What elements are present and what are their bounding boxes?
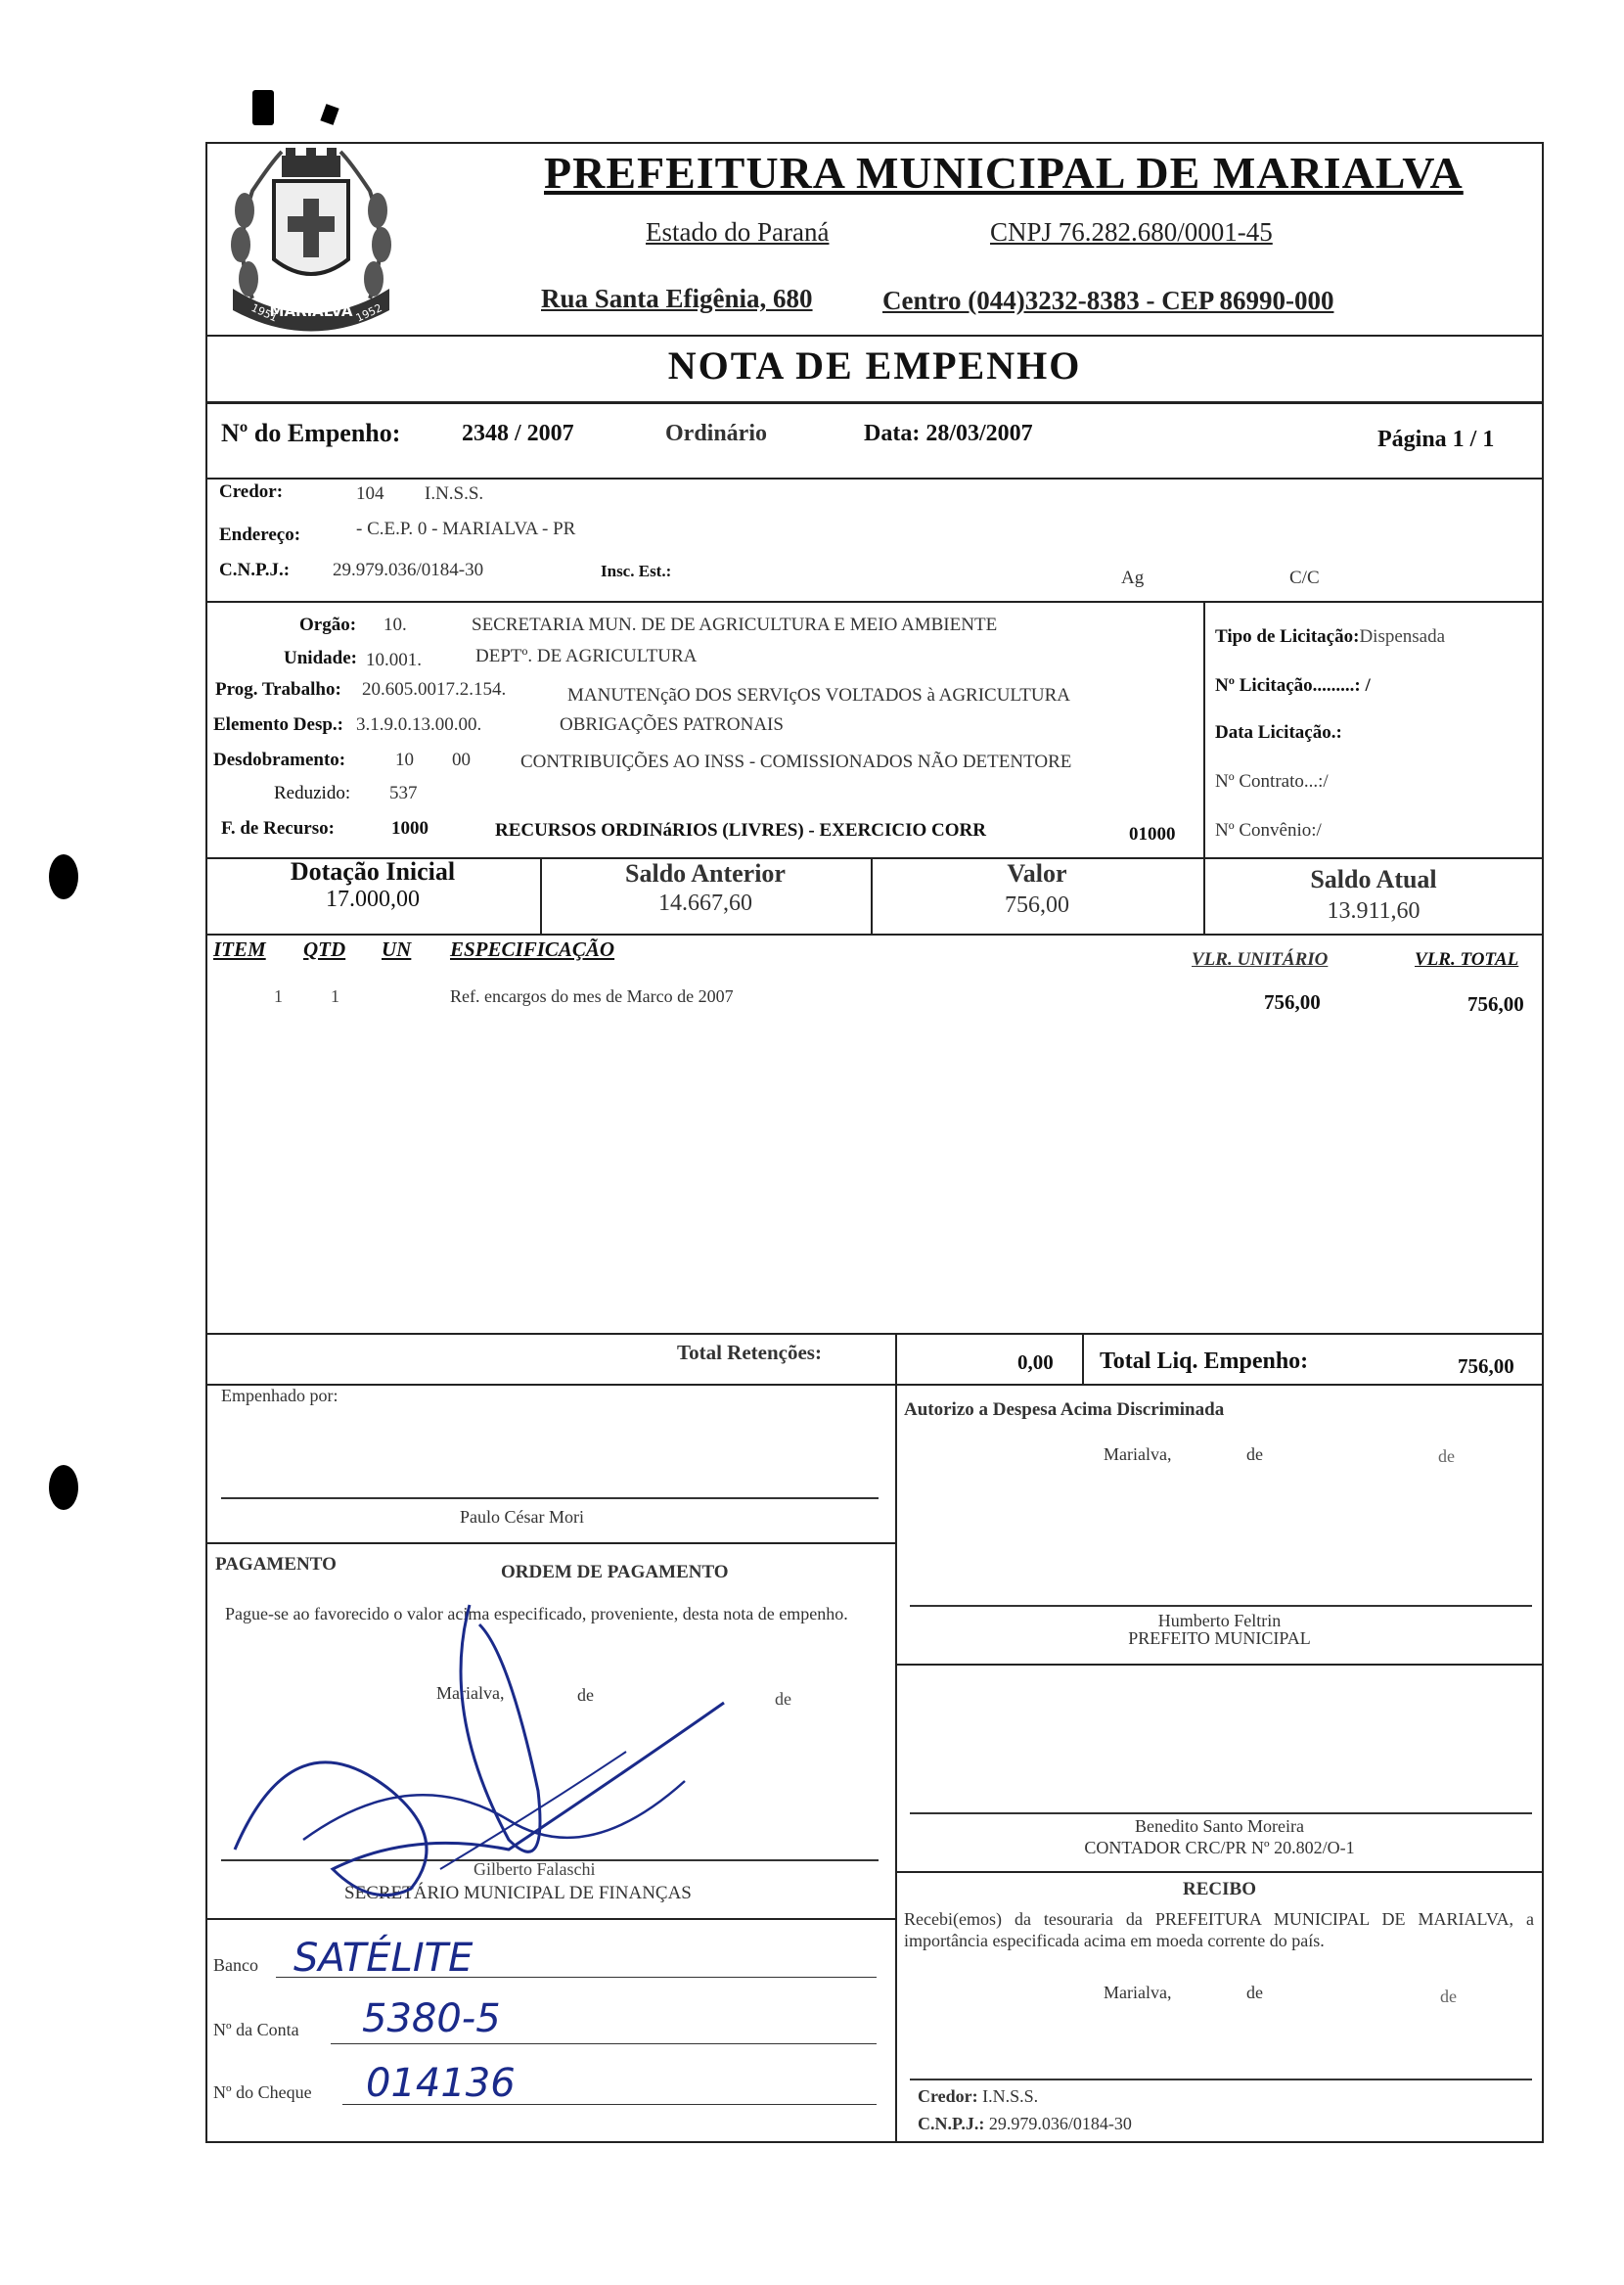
state-label: Estado do Paraná	[646, 217, 830, 247]
recurso-value: 1000	[391, 818, 429, 839]
secretario-name: Gilberto Falaschi	[474, 1859, 596, 1879]
banco-handwritten: SATÉLITE	[293, 1936, 474, 1981]
crest-text: MARIALVA	[269, 302, 353, 320]
valor-value: 756,00	[1005, 892, 1069, 918]
recibo-cnpj-value: 29.979.036/0184-30	[988, 2114, 1132, 2133]
credor-code: 104	[356, 483, 384, 504]
recurso-code: 01000	[1129, 824, 1176, 845]
elemento-value: 3.1.9.0.13.00.00.	[356, 714, 482, 735]
empenhado-label: Empenhado por:	[221, 1386, 338, 1405]
endereco-label: Endereço:	[219, 525, 301, 545]
licitacao-convenio: Nº Convênio:/	[1215, 820, 1322, 841]
conta-label: Nº da Conta	[213, 2020, 299, 2039]
unidade-desc: DEPTº. DE AGRICULTURA	[475, 646, 698, 666]
municipal-crest-icon	[213, 142, 409, 333]
licitacao-tipo-label: Tipo de Licitação:	[1215, 626, 1360, 647]
municipality-cnpj: CNPJ 76.282.680/0001-45	[990, 217, 1273, 247]
endereco-value: - C.E.P. 0 - MARIALVA - PR	[356, 519, 576, 539]
licitacao-contrato: Nº Contrato...:/	[1215, 771, 1329, 792]
cnpj-value: 29.979.036/0184-30	[333, 560, 484, 580]
empenho-number: 2348 / 2007	[462, 421, 574, 446]
autorizo-de1: de	[1246, 1444, 1263, 1464]
credor-label: Credor:	[219, 481, 284, 502]
col-especificacao-header: ESPECIFICAÇÃO	[450, 937, 615, 961]
orgao-value: 10.	[383, 615, 407, 635]
credor-name: I.N.S.S.	[425, 483, 484, 504]
elemento-desc: OBRIGAÇÕES PATRONAIS	[560, 714, 784, 735]
pagamento-place: Marialva,	[436, 1683, 505, 1703]
recibo-credor-value: I.N.S.S.	[982, 2086, 1039, 2106]
pagamento-de1: de	[577, 1685, 594, 1705]
prefeito-title: PREFEITO MUNICIPAL	[1128, 1628, 1311, 1648]
punch-hole-bottom	[49, 1465, 78, 1510]
prefeito-name: Humberto Feltrin	[1157, 1611, 1282, 1630]
recurso-desc: RECURSOS ORDINáRIOS (LIVRES) - EXERCICIO CORR	[495, 820, 986, 841]
licitacao-tipo	[1215, 626, 1445, 648]
row-qtd: 1	[331, 986, 339, 1006]
recibo-label: RECIBO	[1183, 1879, 1256, 1899]
desdobramento-b: 00	[452, 750, 471, 770]
recibo-credor-label: Credor:	[918, 2086, 978, 2106]
document-title: NOTA DE EMPENHO	[667, 343, 1082, 388]
recurso-label: F. de Recurso:	[221, 818, 335, 839]
recibo-de1: de	[1246, 1983, 1263, 2002]
reduzido-label: Reduzido:	[274, 783, 351, 803]
municipality-title: PREFEITURA MUNICIPAL DE MARIALVA	[544, 148, 1464, 198]
municipality-address: Rua Santa Efigênia, 680	[541, 284, 813, 313]
recibo-cnpj	[918, 2114, 1132, 2134]
punch-hole-top	[49, 854, 78, 899]
secretario-title: SECRETÁRIO MUNICIPAL DE FINANÇAS	[344, 1883, 692, 1903]
conta-handwritten: 5380-5	[362, 1996, 501, 2041]
prog-desc: MANUTENçãO DOS SERVIçOS VOLTADOS à AGRICULTURA	[567, 685, 1071, 706]
prog-value: 20.605.0017.2.154.	[362, 679, 507, 700]
pagamento-text: Pague-se ao favorecido o valor acima especificado, proveniente, desta nota de empenho.	[225, 1604, 848, 1623]
autorizo-place: Marialva,	[1104, 1444, 1172, 1464]
autorizo-label: Autorizo a Despesa Acima Discriminada	[904, 1399, 1225, 1420]
pagamento-label: PAGAMENTO	[215, 1554, 337, 1575]
licitacao-tipo-value: Dispensada	[1359, 626, 1446, 647]
elemento-label: Elemento Desp.:	[213, 714, 343, 735]
dotacao-inicial-label: Dotação Inicial	[290, 857, 456, 886]
desdobramento-a: 10	[395, 750, 414, 770]
licitacao-numero: Nº Licitação.........: /	[1215, 675, 1371, 696]
pagamento-de2: de	[775, 1689, 791, 1709]
desdobramento-desc: CONTRIBUIÇÕES AO INSS - COMISSIONADOS NÃO DETENTORE	[520, 752, 1072, 772]
row-vlr-total: 756,00	[1467, 992, 1524, 1016]
cc-label: C/C	[1289, 568, 1320, 588]
crest-year-left: 1951	[248, 300, 280, 325]
col-qtd-header: QTD	[303, 937, 346, 961]
recibo-place: Marialva,	[1104, 1983, 1172, 2002]
prog-label: Prog. Trabalho:	[215, 679, 341, 700]
saldo-atual-label: Saldo Atual	[1310, 865, 1437, 893]
staple-mark	[252, 90, 274, 125]
col-vlr-total-header: VLR. TOTAL	[1415, 949, 1519, 970]
empenho-date: Data: 28/03/2007	[864, 421, 1033, 446]
desdobramento-label: Desdobramento:	[213, 750, 346, 770]
staple-mark-2	[320, 104, 338, 125]
total-retencoes-value: 0,00	[1017, 1350, 1054, 1374]
dotacao-inicial-value: 17.000,00	[326, 887, 420, 912]
total-liq-label: Total Liq. Empenho:	[1100, 1348, 1309, 1374]
orgao-label: Orgão:	[299, 615, 357, 635]
unidade-label: Unidade:	[284, 648, 357, 668]
recibo-credor	[918, 2086, 1038, 2107]
contador-name: Benedito Santo Moreira	[1135, 1816, 1304, 1836]
banco-label: Banco	[213, 1955, 258, 1975]
row-item: 1	[274, 986, 283, 1006]
col-item-header: ITEM	[213, 937, 266, 961]
cheque-label: Nº do Cheque	[213, 2082, 312, 2102]
page-number: Página 1 / 1	[1377, 427, 1495, 452]
insc-label: Insc. Est.:	[601, 562, 672, 580]
municipality-contact: Centro (044)3232-8383 - CEP 86990-000	[882, 286, 1334, 315]
saldo-anterior-label: Saldo Anterior	[625, 859, 786, 888]
recibo-de2: de	[1440, 1987, 1457, 2006]
licitacao-data: Data Licitação.:	[1215, 722, 1342, 743]
row-vlr-unitario: 756,00	[1264, 990, 1321, 1014]
empenho-type: Ordinário	[665, 421, 768, 446]
saldo-anterior-value: 14.667,60	[658, 891, 752, 916]
ag-label: Ag	[1121, 568, 1145, 588]
unidade-value: 10.001.	[366, 650, 422, 670]
orgao-desc: SECRETARIA MUN. DE DE AGRICULTURA E MEIO AMBIENTE	[472, 615, 998, 635]
cnpj-label: C.N.P.J.:	[219, 560, 291, 580]
col-vlr-unitario-header: VLR. UNITÁRIO	[1192, 949, 1329, 970]
empenho-number-label: Nº do Empenho:	[221, 419, 401, 447]
reduzido-value: 537	[389, 783, 418, 803]
cheque-handwritten: 014136	[366, 2061, 516, 2106]
total-retencoes-label: Total Retenções:	[677, 1341, 822, 1364]
empenhado-name: Paulo César Mori	[460, 1507, 584, 1527]
autorizo-de2: de	[1438, 1446, 1455, 1466]
signature-scribble-icon	[215, 1595, 763, 1908]
col-un-header: UN	[382, 937, 412, 961]
recibo-text: Recebi(emos) da tesouraria da PREFEITURA MUNICIPAL DE MARIALVA, a importância especificada acima em moeda corrente do país.	[904, 1909, 1534, 1950]
recibo-cnpj-label: C.N.P.J.:	[918, 2114, 985, 2133]
crest-year-right: 1952	[353, 301, 384, 325]
ordem-pagamento-label: ORDEM DE PAGAMENTO	[501, 1562, 729, 1582]
contador-title: CONTADOR CRC/PR Nº 20.802/O-1	[1084, 1838, 1355, 1857]
valor-label: Valor	[1007, 859, 1067, 888]
row-especificacao: Ref. encargos do mes de Marco de 2007	[450, 986, 734, 1006]
total-liq-value: 756,00	[1458, 1354, 1514, 1378]
saldo-atual-value: 13.911,60	[1327, 898, 1421, 924]
